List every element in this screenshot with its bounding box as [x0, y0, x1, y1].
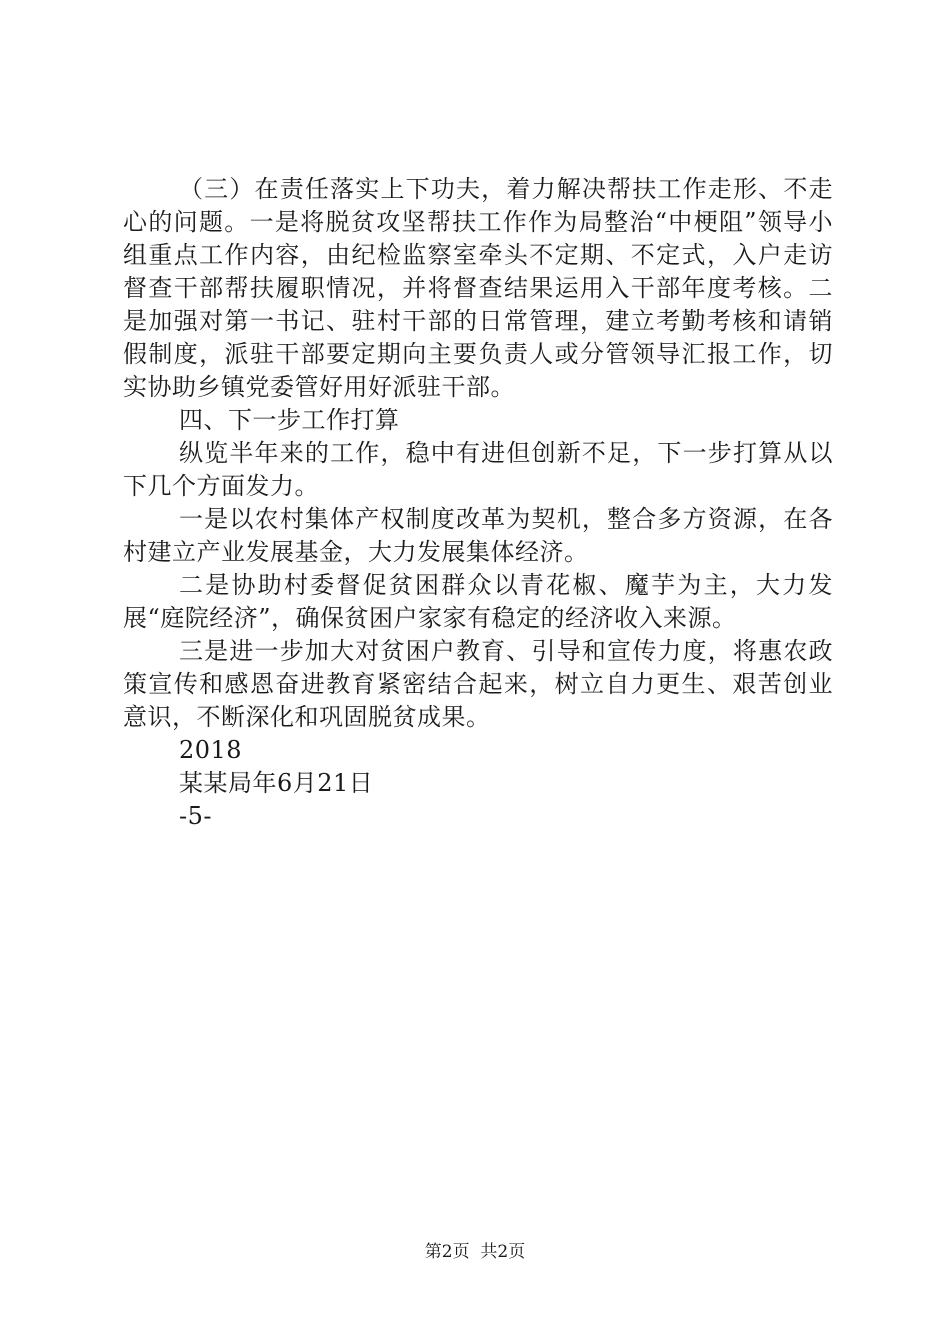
paragraph-responsibility: （三）在责任落实上下功夫，着力解决帮扶工作走形、不走心的问题。一是将脱贫攻坚帮扶工作作为局整治“中梗阻”领导小组重点工作内容，由纪检监察室牵头不定期、不定式，入户走访督查干部帮扶履职情况，并将督查结果运用入干部年度考核。二是加强对第一书记、驻村干部的日常管理，建立考勤考核和请销假制度，派驻干部要定期向主要负责人或分管领导汇报工作，切实协助乡镇党委管好用好派驻干部。: [123, 175, 833, 401]
document-year: 2018: [179, 736, 243, 764]
page-footer: [0, 1240, 950, 1264]
signature-date: 某某局年6月21日: [179, 769, 374, 797]
document-body: [123, 173, 833, 833]
page-marker: -5-: [179, 802, 212, 830]
paragraph-point-one: 一是以农村集体产权制度改革为契机，整合多方资源，在各村建立产业发展基金，大力发展集体经济。: [123, 505, 833, 566]
paragraph-point-two: 二是协助村委督促贫困群众以青花椒、魔芋为主，大力发展“庭院经济”，确保贫困户家家有稳定的经济收入来源。: [123, 571, 833, 632]
section-heading-next-steps: 四、下一步工作打算: [179, 406, 400, 434]
page-number-label: 第2页 共2页: [424, 1242, 526, 1262]
paragraph-point-three: 三是进一步加大对贫困户教育、引导和宣传力度，将惠农政策宣传和感恩奋进教育紧密结合起来，树立自力更生、艰苦创业意识，不断深化和巩固脱贫成果。: [123, 637, 833, 731]
paragraph-overview: 纵览半年来的工作，稳中有进但创新不足，下一步打算从以下几个方面发力。: [123, 439, 833, 500]
